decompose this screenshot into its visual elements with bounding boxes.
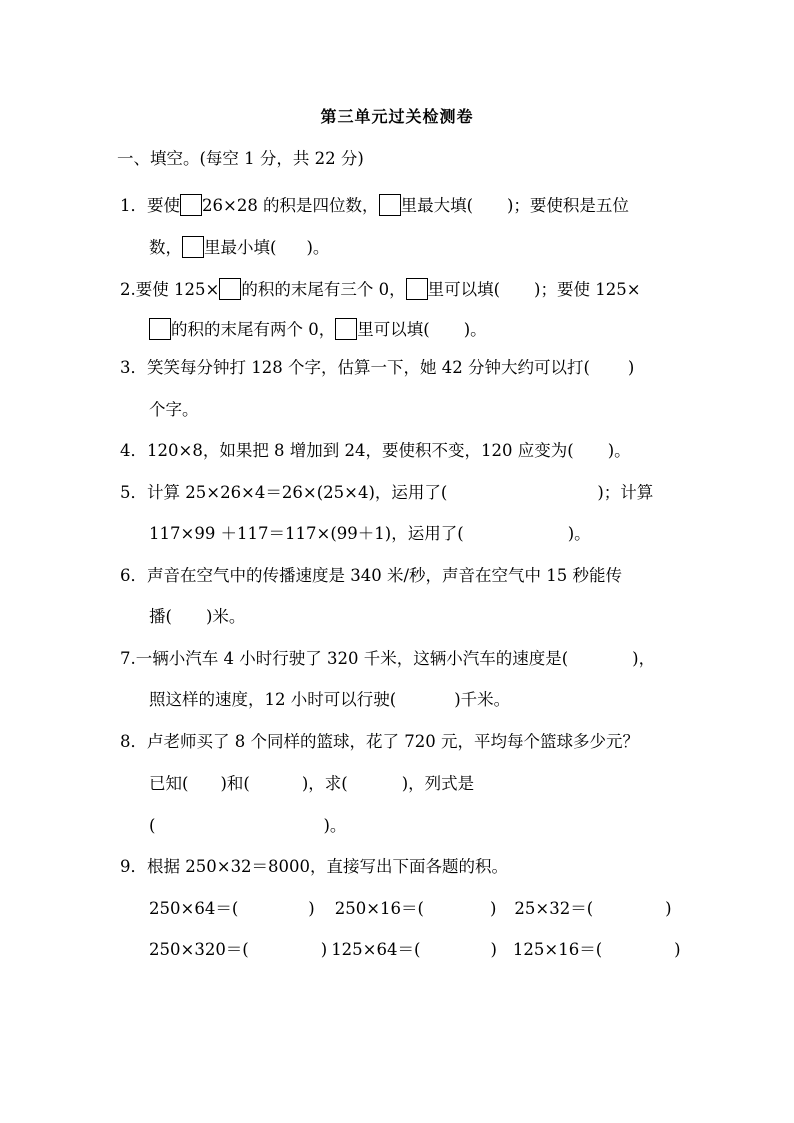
section-heading: 一、填空。(每空 1 分，共 22 分) — [117, 149, 364, 168]
answer-box[interactable] — [180, 194, 202, 216]
question-9-line-1: 9．根据 250×32＝8000，直接写出下面各题的积。 — [120, 857, 509, 876]
question-number: 8． — [120, 732, 147, 751]
answer-box[interactable] — [335, 318, 357, 340]
question-number: 6． — [120, 566, 147, 585]
page-title: 第三单元过关检测卷 — [320, 107, 474, 126]
question-1-line-2: 数， 里最小填( )。 — [149, 238, 330, 257]
question-7-line-2: 照这样的速度，12 小时可以行驶( )千米。 — [149, 690, 511, 709]
question-number: 3． — [120, 358, 147, 377]
question-8-line-1: 8．卢老师买了 8 个同样的篮球，花了 720 元，平均每个篮球多少元？ — [120, 732, 639, 751]
question-number: 7. — [120, 649, 136, 668]
answer-box[interactable] — [379, 194, 401, 216]
answer-box[interactable] — [149, 318, 171, 340]
question-number: 1． — [120, 196, 147, 215]
answer-box[interactable] — [182, 236, 204, 258]
question-6-line-1: 6．声音在空气中的传播速度是 340 米/秒，声音在空气中 15 秒能传 — [120, 566, 623, 585]
question-9-row-1: 250×64＝( ) 250×16＝( ) 25×32＝( ) — [149, 899, 672, 918]
answer-box[interactable] — [406, 278, 428, 300]
question-2-line-2: 的积的末尾有两个 0， 里可以填( )。 — [149, 318, 487, 341]
question-2-line-1: 2.要使 125× 的积的末尾有三个 0， 里可以填( )；要使 125× — [120, 280, 641, 299]
question-3-line-2: 个字。 — [149, 400, 199, 419]
question-4: 4．120×8，如果把 8 增加到 24，要使积不变，120 应变为( )。 — [120, 441, 631, 460]
question-1-line-1: 1．要使 26×28 的积是四位数， 里最大填( )；要使积是五位 — [120, 196, 629, 215]
question-5-line-2: 117×99 ＋117＝117×(99＋1)，运用了( )。 — [149, 524, 591, 543]
question-number: 9． — [120, 857, 147, 876]
question-5-line-1: 5．计算 25×26×4＝26×(25×4)，运用了( )；计算 — [120, 483, 654, 502]
answer-box[interactable] — [219, 278, 241, 300]
question-6-line-2: 播( )米。 — [149, 607, 246, 626]
question-8-line-3: ( )。 — [149, 816, 347, 835]
question-3-line-1: 3．笑笑每分钟打 128 个字，估算一下，她 42 分钟大约可以打( ) — [120, 358, 635, 377]
question-7-line-1: 7.一辆小汽车 4 小时行驶了 320 千米，这辆小汽车的速度是( )， — [120, 649, 656, 668]
question-number: 2. — [120, 280, 136, 299]
question-9-row-2: 250×320＝( ) 125×64＝( ) 125×16＝( ) — [149, 940, 681, 959]
question-number: 5． — [120, 483, 147, 502]
question-number: 4． — [120, 441, 147, 460]
question-8-line-2: 已知( )和( )，求( )，列式是 — [149, 774, 475, 793]
